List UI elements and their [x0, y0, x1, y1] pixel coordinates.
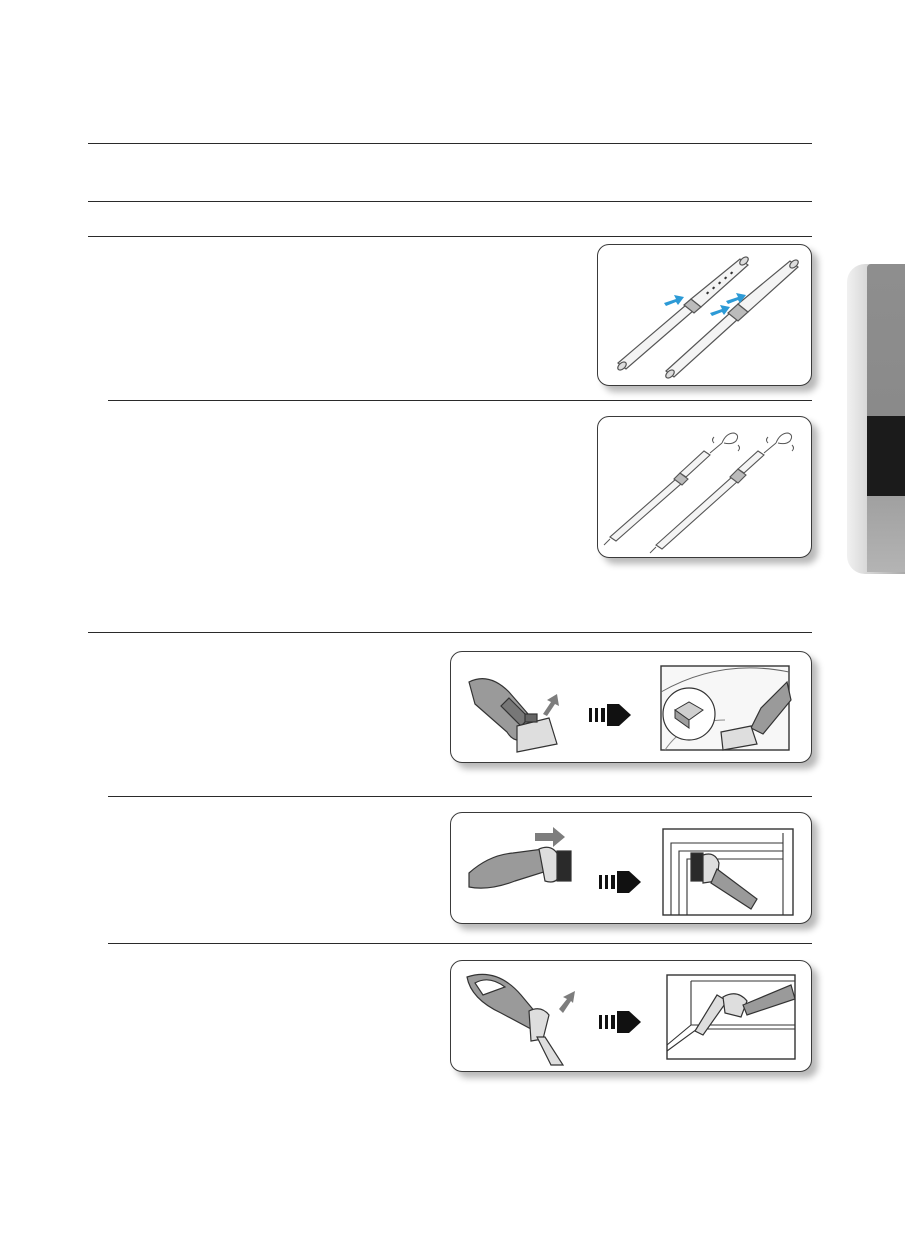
illustration-crevice-tool: [450, 960, 812, 1072]
header-rule-mid: [88, 201, 812, 202]
header-rule-top: [88, 143, 812, 144]
telescopic-pipe-extend-icon: [598, 417, 811, 557]
illustration-pipe-extend: [597, 416, 812, 558]
chapter-tab-upper: [867, 264, 905, 416]
illustration-upholstery-tool: [450, 651, 812, 763]
chapter-tab-lower: [867, 496, 905, 572]
illustration-pipe-adjust: [597, 244, 812, 386]
subsection-rule-crevice: [108, 943, 812, 944]
telescopic-pipe-adjust-icon: [598, 245, 811, 385]
upholstery-tool-attach-icon: [451, 652, 811, 762]
brush-tool-attach-icon: [451, 813, 811, 923]
chapter-side-tab: [847, 264, 905, 574]
crevice-tool-attach-icon: [451, 961, 811, 1071]
chapter-tab-active: [867, 416, 905, 496]
subsection-rule-pipe: [108, 400, 812, 401]
subsection-rule-brush: [108, 796, 812, 797]
illustration-brush-tool: [450, 812, 812, 924]
section-rule-tools: [88, 632, 812, 633]
section-rule-pipe: [88, 236, 812, 237]
